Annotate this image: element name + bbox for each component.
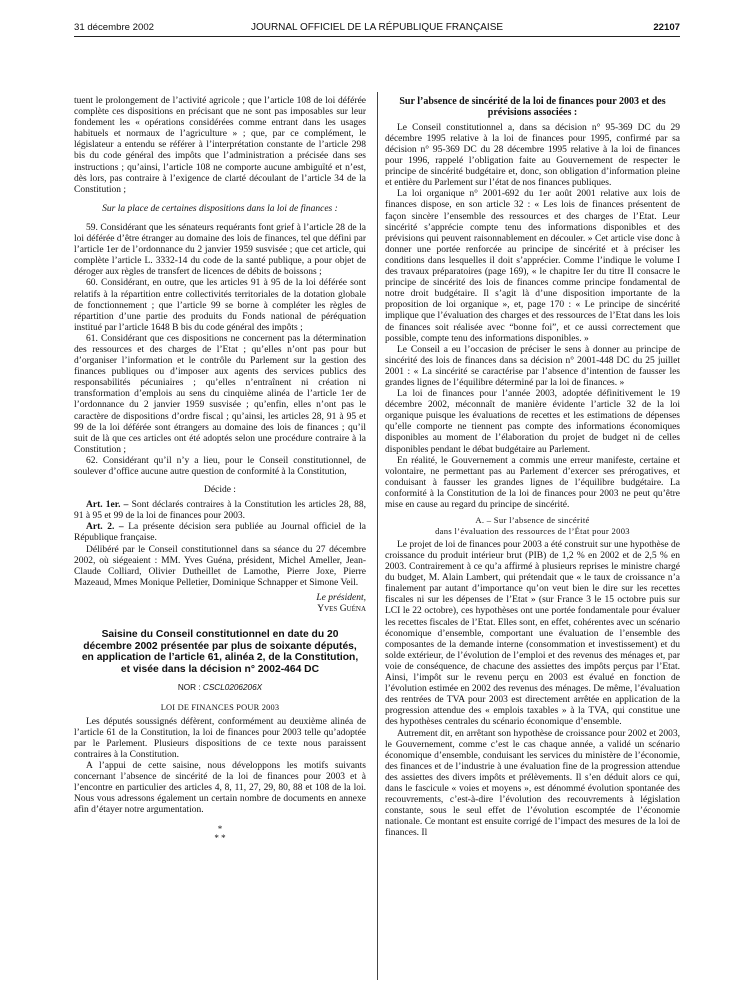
paragraph-r5: En réalité, le Gouvernement a commis une erreur manifeste, certaine et volontaire, ne permettant pas au Parlement d’exercer ses prérogatives, et conduisant à fausser les grandes lignes de l’équilibre budgétaire. La conformité à la Constitution de la loi de finances pour 2003 ne peut qu’être mise en cause au regard du principe de sincérité. [385,455,680,510]
paragraph-deputes-2: A l’appui de cette saisine, nous développons les motifs suivants concernant l’absence de sincérité de la loi de finances pour 2003 et à l’encontre en particulier des articles 4, 8, 11, 27, 29, 80, 88 et 108 de la loi. Nous vous adressons également un certain nombre de documents en annexe afin d’étayer notre argumentation. [74,761,366,816]
article-1 [74,500,366,522]
header-page-number: 22107 [653,22,680,33]
paragraph-60: 60. Considérant, en outre, que les articles 91 à 95 de la loi déférée sont relatifs à la répartition entre collectivités territoriales de la dotation globale de fonctionnement ; que l’article 99 se borne à compléter les règles de répartition d’une partie des produits du Fonds national de péréquation institué par l’article 1648 B bis du code général des impôts ; [74,278,366,333]
header-journal-title: JOURNAL OFFICIEL DE LA RÉPUBLIQUE FRANÇAISE [250,22,504,33]
paragraph-r1: Le Conseil constitutionnel a, dans sa décision n° 95-369 DC du 29 décembre 1995 relative à la loi de finances pour 1995, confirmé par sa décision n° 95-369 DC du 28 décembre 1995 relative à la loi de finances pour 1996, rappelé l’obligation faite au Gouvernement de respecter le principe de sincérité budgétaire et, donc, son obligation d’information pleine et entière du Parlement sur l’état de nos finances publiques. [385,122,680,189]
decide-heading: Décide : [204,485,236,496]
loi-title: LOI DE FINANCES POUR 2003 [160,702,280,712]
paragraph-deliberation: Délibéré par le Conseil constitutionnel dans sa séance du 27 décembre 2002, où siégeaient : MM. Yves Guéna, président, Michel Ameller, Jean-Claude Colliard, Olivier Dutheillet de Lamothe, Pierre Joxe, Pierre Mazeaud, Mmes Monique Pelletier, Dominique Schnapper et Simone Veil. [74,544,366,588]
nor-reference [74,682,366,693]
article-1-label: Art. 1er. – [86,500,129,511]
article-2 [74,522,366,544]
signature-title: Le président, [316,592,366,603]
section-separator-stars: * * * [214,823,226,843]
paragraph-62: 62. Considérant qu’il n’y a lieu, pour le Conseil constitutionnel, de soulever d’office aucune autre question de conformité à la Constitution, [74,455,366,477]
heading-sincerite: Sur l’absence de sincérité de la loi de finances pour 2003 et des prévisions associées : [399,96,666,119]
section-a-heading-line1: A. – Sur l’absence de sincérité [475,515,590,526]
paragraph-intro: tuent le prolongement de l’activité agricole ; que l’article 108 de loi déférée complète ces dispositions en précisant que ne sont pas imposables sur leur fondement les « opérations considérées comme entrant dans les usages habituels et normaux de l’agriculture » ; que, par ce complément, le législateur a entendu se référer à l’interprétation constante de l’article 298 bis du code général des impôts que l’administration a précisée dans ses instructions ; qu’ainsi, l’article 108 ne comporte aucune ambiguïté et n’est, dès lors, pas contraire à l’exigence de clarté découlant de l’article 34 de la Constitution ; [74,96,366,195]
page-header [74,16,680,36]
article-1-text: Sont déclarés contraires à la Constitution les articles 28, 88, 91 à 95 et 99 de la loi de finances pour 2003. [74,500,366,522]
signature-name: Yves Guéna [317,604,366,615]
paragraph-61: 61. Considérant que ces dispositions ne concernent pas la détermination des ressources et des charges de l’Etat ; qu’elles n’ont pas pour but d’organiser l’information et le contrôle du Parlement sur la gestion des finances publiques ou d’imposer aux agents des services publics des responsabilités pécuniaires ; qu’elles n’entraînent ni création ni transformation d’emplois au sens du cinquième alinéa de l’article 1er de l’ordonnance du 2 janvier 1959 susvisée ; qu’enfin, elles n’ont pas le caractère de dispositions d’ordre fiscal ; qu’ainsi, les articles 28, 91 à 95 et 99 de la loi déférée sont étrangers au domaine des lois de finances ; qu’il suit de là que ces articles ont été adoptés selon une procédure contraire à la Constitution ; [74,333,366,455]
header-rule [74,36,680,37]
paragraph-deputes-1: Les députés soussignés défèrent, conformément au deuxième alinéa de l’article 61 de la Constitution, la loi de finances pour 2003 telle qu’adoptée par le Parlement. Plusieurs dispositions de ce texte nous paraissent contraires à la Constitution. [74,716,366,760]
paragraph-59: 59. Considérant que les sénateurs requérants font grief à l’article 28 de la loi déférée d’être étranger au domaine des lois de finances, tel que défini par l’article 1er de l’ordonnance du 2 janvier 1959 susvisée ; que cet article, qui complète l’article L. 3332-14 du code de la santé publique, a pour objet de déroger aux règles de transfert de licences de débits de boissons ; [74,222,366,278]
section-a-heading-line2: dans l’évaluation des ressources de l’État pour 2003 [435,525,630,536]
article-2-label: Art. 2. – [86,522,124,533]
right-column [385,96,680,839]
paragraph-r4: La loi de finances pour l’année 2003, adoptée définitivement le 19 décembre 2002, méconnaît de manière évidente l’article 32 de la loi organique puisque les évaluations de recettes et les estimations de dépenses qu’elle comporte ne tiennent pas compte des informations économiques disponibles au moment de l’élaboration du projet de budget ni de celles disponibles pendant le débat budgétaire au Parlement. [385,389,680,455]
paragraph-r2: La loi organique n° 2001-692 du 1er août 2001 relative aux lois de finances dispose, en son article 32 : « Les lois de finances présentent de façon sincère l’ensemble des ressources et des charges de l’Etat. Leur sincérité s’apprécie compte tenu des informations disponibles et des prévisions qui peuvent raisonnablement en découler. » Cet article vise donc à donner une portée renforcée au principe de sincérité et à préciser les conditions dans lesquelles il doit s’apprécier. Comme l’indique le volume I des travaux préparatoires (page 169), « le chapitre Ier du titre II consacre le principe de sincérité des lois de finances comme principe fondamental de notre droit budgétaire. Il s’agit là d’une disposition importante de la proposition de loi organique », et, page 170 : « Le principe de sincérité implique que l’évaluation des charges et des ressources de l’Etat dans les lois de finances soit réalisée avec “bonne foi”, et ce aussi correctement que possible, compte tenu des informations disponibles. » [385,189,680,344]
paragraph-r6: Le projet de loi de finances pour 2003 a été construit sur une hypothèse de croissance du produit intérieur brut (PIB) de 1,2 % en 2002 et de 2,5 % en 2003. Contrairement à ce qu’a affirmé à plusieurs reprises le ministre chargé du budget, M. Alain Lambert, qui prétendait que « le taux de croissance n’a finalement par autant d’importance qu’on veut bien le dire sur les recettes fiscales ni sur les dépenses de l’Etat » (sur France 3 le 15 octobre puis sur LCI le 22 octobre), ces hypothèses ont une portée fondamentale pour évaluer les recettes fiscales de l’Etat. Elles sont, en effet, cohérentes avec un scénario économique d’ensemble, comportant une évaluation de l’ensemble des composantes de la demande interne (consommation et investissement) et du solde extérieur, de l’évolution de l’emploi et des revenus des ménages et, par voie de conséquence, de chacune des assiettes des impôts perçus par l’Etat. Ainsi, l’impôt sur le revenu perçu en 2003 est évalué en fonction de l’évolution estimée en 2002 des revenus des ménages. De même, l’évaluation des rentrées de TVA pour 2003 est directement arrêtée en application de la progression attendue des « emplois taxables » à la TVA, qui constitue une des hypothèses centrales du scénario économique d’ensemble. [385,539,680,728]
saisine-title: Saisine du Conseil constitutionnel en date du 20 décembre 2002 présentée par plus de soixante députés, en application de l’article 61, alinéa 2, de la Constitution, et visée dans la décision n° 2002-464 DC [81,629,359,675]
left-column [74,96,366,843]
article-2-text: La présente décision sera publiée au Journal officiel de la République française. [74,522,366,544]
nor-label: NOR : [177,682,203,692]
paragraph-r3: Le Conseil a eu l’occasion de préciser le sens à donner au principe de sincérité des lois de finances dans sa décision n° 2001-448 DC du 25 juillet 2001 : « La sincérité se caractérise par l’absence d’intention de fausser les grandes lignes de l’équilibre déterminé par la loi de finances. » [385,344,680,388]
column-divider [377,92,378,980]
nor-code: CSCL0206206X [202,682,263,692]
subheading-place-dispositions: Sur la place de certaines dispositions dans la loi de finances : [102,203,338,214]
paragraph-r7: Autrement dit, en arrêtant son hypothèse de croissance pour 2002 et 2003, le Gouvernement, comme c’est le cas chaque année, a validé un scénario économique d’ensemble, conduisant les services du ministère de l’économie, des finances et de l’industrie à une évaluation fine de la progression attendue des assiettes des divers impôts et prélèvements. Il s’en déduit alors ce qui, dans le fascicule « voies et moyens », est dénommé évolution spontanée des recouvrements, c’est-à-dire l’évolution des recouvrements à législation constante, sous le seul effet de l’évolution escomptée de l’économie nationale. Ce montant est ensuite corrigé de l’impact des mesures de la loi de finances. Il [385,728,680,839]
header-date: 31 décembre 2002 [74,22,155,33]
